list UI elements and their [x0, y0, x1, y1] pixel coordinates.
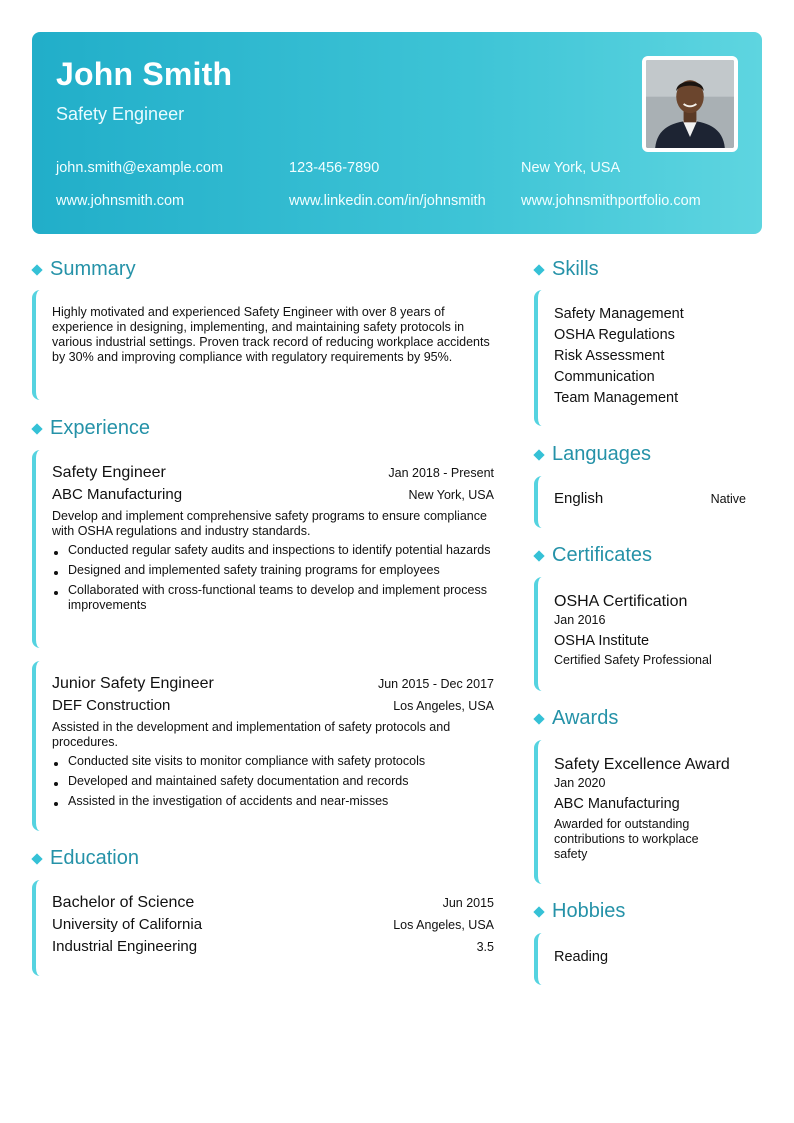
diamond-bullet-icon [31, 423, 42, 434]
skill-item: OSHA Regulations [554, 327, 675, 343]
job-dates: Jun 2015 - Dec 2017 [377, 677, 494, 691]
certificate-issuer: OSHA Institute [554, 633, 650, 649]
hobbies-heading-label: Hobbies [552, 900, 626, 922]
experience-job [32, 661, 494, 831]
award-name: Safety Excellence Award [554, 756, 730, 773]
list-item: Collaborated with cross-functional teams to develop and implement process improvements [52, 583, 494, 613]
award-issuer: ABC Manufacturing [554, 796, 680, 812]
certificate-description: Certified Safety Professional [554, 653, 712, 667]
summary-heading [32, 258, 136, 281]
languages-heading-label: Languages [552, 443, 651, 465]
diamond-bullet-icon [533, 264, 544, 275]
diamond-bullet-icon [533, 713, 544, 724]
contact-portfolio[interactable]: www.johnsmithportfolio.com [521, 193, 701, 209]
list-item: Assisted in the investigation of accidents and near-misses [52, 794, 494, 809]
job-title: Junior Safety Engineer [52, 675, 214, 692]
job-company: ABC Manufacturing [52, 486, 183, 503]
certificates-heading [534, 544, 652, 567]
experience-job [32, 450, 494, 648]
certificates-heading-label: Certificates [552, 544, 653, 566]
education-location: Los Angeles, USA [393, 918, 494, 932]
list-item: Designed and implemented safety training programs for employees [52, 563, 494, 578]
hobbies-block [534, 933, 762, 985]
skill-item: Team Management [554, 390, 679, 406]
job-dates: Jan 2018 - Present [388, 466, 494, 480]
skills-heading [534, 258, 599, 281]
education-date: Jun 2015 [442, 896, 494, 910]
contact-email[interactable]: john.smith@example.com [56, 160, 224, 176]
list-item: Developed and maintained safety documentation and records [52, 774, 494, 789]
certificate-name: OSHA Certification [554, 593, 688, 610]
contact-phone[interactable]: 123-456-7890 [289, 160, 380, 176]
contact-location: New York, USA [521, 160, 621, 176]
candidate-name: John Smith [56, 56, 233, 92]
candidate-title: Safety Engineer [56, 104, 185, 124]
contact-website[interactable]: www.johnsmith.com [56, 193, 185, 209]
experience-heading [32, 417, 150, 440]
summary-heading-label: Summary [50, 258, 136, 280]
skill-item: Risk Assessment [554, 348, 665, 364]
hobby-item: Reading [554, 949, 609, 965]
award-description: Awarded for outstanding contributions to workplace safety [554, 817, 699, 861]
certificate-date: Jan 2016 [554, 613, 606, 627]
summary-block [32, 290, 494, 400]
education-major: Industrial Engineering [52, 938, 198, 955]
profile-photo [642, 56, 738, 152]
diamond-bullet-icon [31, 853, 42, 864]
job-bullets [52, 754, 494, 809]
award-date: Jan 2020 [554, 776, 606, 790]
skill-item: Communication [554, 369, 655, 385]
certificates-block [534, 577, 762, 691]
experience-heading-label: Experience [50, 417, 151, 439]
awards-heading [534, 707, 618, 730]
education-heading-label: Education [50, 847, 139, 869]
list-item: Conducted regular safety audits and inspections to identify potential hazards [52, 543, 494, 558]
awards-heading-label: Awards [552, 707, 619, 729]
education-degree: Bachelor of Science [52, 894, 195, 911]
job-location: Los Angeles, USA [393, 699, 494, 713]
person-portrait-icon [646, 60, 734, 148]
language-name: English [554, 490, 604, 507]
education-heading [32, 847, 139, 870]
languages-block [534, 476, 762, 528]
hobbies-heading [534, 900, 625, 923]
education-block [32, 880, 494, 976]
languages-heading [534, 443, 651, 466]
job-description: Assisted in the development and implementation of safety protocols and procedures. [52, 720, 451, 749]
diamond-bullet-icon [533, 906, 544, 917]
job-bullets [52, 543, 494, 613]
skills-heading-label: Skills [552, 258, 599, 280]
education-school: University of California [52, 916, 203, 933]
summary-text: Highly motivated and experienced Safety Engineer with over 8 years of experience in designing, implementing, and maintaining safety protocols in various industrial settings. Proven track record of reducing workplace accidents by 30% and improving compliance with regulatory requirements by 95%. [52, 305, 490, 364]
job-description: Develop and implement comprehensive safety programs to ensure compliance with OSHA regulations and industry standards. [52, 509, 487, 538]
language-level: Native [710, 492, 746, 506]
education-gpa: 3.5 [476, 940, 494, 954]
resume-header [32, 32, 762, 234]
contact-linkedin[interactable]: www.linkedin.com/in/johnsmith [289, 193, 486, 209]
job-location: New York, USA [408, 488, 494, 502]
skills-block [534, 290, 762, 426]
diamond-bullet-icon [533, 550, 544, 561]
awards-block [534, 740, 762, 884]
diamond-bullet-icon [31, 264, 42, 275]
job-title: Safety Engineer [52, 464, 166, 481]
list-item: Conducted site visits to monitor compliance with safety protocols [52, 754, 494, 769]
diamond-bullet-icon [533, 449, 544, 460]
job-company: DEF Construction [52, 697, 171, 714]
skill-item: Safety Management [554, 306, 684, 322]
